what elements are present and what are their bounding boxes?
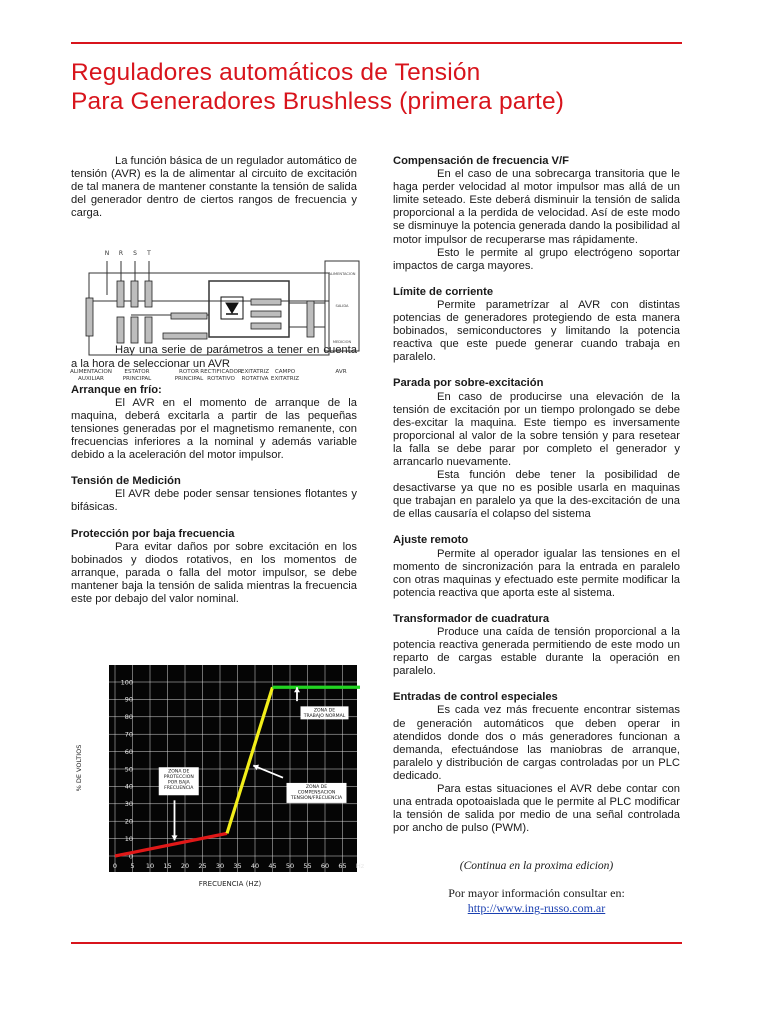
diagram-label-3: RECTIFICADOR ROTATIVO <box>200 369 242 382</box>
diagram-label-0: ALIMENTACION AUXILIAR <box>70 369 112 382</box>
y-tick-label: 0 <box>128 852 133 861</box>
x-tick-label: 65 <box>338 862 347 870</box>
right-column <box>393 155 680 835</box>
parada-text-2: Esta función debe tener la posibilidad de desactivarse ya que no es posible usarla en maquinas que trabajan en paralelo ya que la des-excitación de una de ellas causaría el colapso del sistema <box>393 469 680 521</box>
title-line-2: Para Generadores Brushless (primera parte) <box>71 88 565 115</box>
medicion-text: El AVR debe poder sensar tensiones flotantes y bifásicas. <box>71 488 357 514</box>
y-tick-label: 60 <box>124 747 133 756</box>
baja-frecuencia-text: Para evitar daños por sobre excitación en los bobinados y diodos rotativos, en los momentos de arranque, parada o falla del motor impulsor, se debe mantener baja la tensión de salida mientras la frecuencia este por debajo del valor nominal. <box>71 540 357 605</box>
title-line-1: Reguladores automáticos de Tensión <box>71 59 481 86</box>
volts-frequency-chart <box>71 662 365 894</box>
ajuste-text: Permite al operador igualar las tensiones en el momento de sincronización para la entrada en paralelo con otras maquinas y efectuado este permite modificar la potencia reactiva que aporta este al sistema. <box>393 547 680 599</box>
phase-n-label: N <box>104 250 110 257</box>
transformador-heading: Transformador de cuadratura <box>393 612 550 625</box>
x-tick-label: 10 <box>145 862 155 870</box>
diagram-label-4: EXITATRIZ ROTATIVA <box>240 369 270 382</box>
x-axis-label: FRECUENCIA (HZ) <box>198 880 262 888</box>
avr-box-medicion: MEDICION <box>332 340 352 344</box>
x-tick-label: 25 <box>198 862 207 870</box>
entradas-text-2: Para estas situaciones el AVR debe contar con una entrada opotoaislada que le permite al PLC modificar la tensión de salida por medio de una señal controlada por ancho de pulso (PWM). <box>393 783 680 835</box>
arranque-text: El AVR en el momento de arranque de la maquina, deberá excitarla a partir de las pequeñas tensiones generadas por el magnetismo remanente, con frecuencias inferiores a la nominal y además variable debido a la aceleración del motor impulsor. <box>71 396 357 462</box>
svg-text:ZONA DEPROTECCIONPOR BAJAFRECU: ZONA DE PROTECCION POR BAJA FRECUENCIA <box>163 769 194 791</box>
phase-r-label: R <box>118 250 124 257</box>
x-tick-label: Hz <box>355 862 365 870</box>
compensacion-text-1: En el caso de una sobrecarga transitoria que le haga perder velocidad al motor impulsor mas allá de un limite seteado. Este deberá disminuir la tensión de salida proporcional a la perdida de velocidad. Así de este modo se disminuye la potencia generada dando la posibilidad al motor impulsor de recuperarse mas rápidamente. <box>393 168 680 246</box>
bottom-rule <box>71 942 682 944</box>
avr-wiring-diagram <box>71 243 361 388</box>
page-title <box>71 58 711 116</box>
chart-plot-area <box>109 665 357 872</box>
limite-heading: Límite de corriente <box>393 285 494 298</box>
parada-text-1: En caso de producirse una elevación de la tensión de excitación por un tiempo prolongado se debe des-excitar la maquina. Este tiempo es inversamente proporcional al valor de la sobre tensión y para resetear la falla se debe parar por completo el generador y arrancarlo nuevamente. <box>393 390 680 468</box>
x-tick-label: 35 <box>233 862 242 870</box>
avr-box-salida: SALIDA <box>335 304 349 308</box>
y-tick-label: 10 <box>124 834 133 843</box>
x-tick-label: 60 <box>320 862 330 870</box>
medicion-heading: Tensión de Medición <box>71 475 181 488</box>
diagram-label-2: ROTOR PRINCIPAL <box>174 369 204 382</box>
y-tick-label: 30 <box>124 800 133 809</box>
y-tick-label: 70 <box>124 730 133 739</box>
diagram-label-6: AVR <box>335 369 347 375</box>
mas-info-text: Por mayor información consultar en: <box>448 886 625 900</box>
diagram-label-1: ESTATOR PRINCIPAL <box>122 369 152 382</box>
y-tick-label: 80 <box>124 713 133 722</box>
x-tick-label: 55 <box>303 862 312 870</box>
y-tick-label: 40 <box>124 782 133 791</box>
x-tick-label: 50 <box>285 862 295 870</box>
entradas-heading: Entradas de control especiales <box>393 691 558 704</box>
y-tick-label: 90 <box>124 695 133 704</box>
compensacion-heading: Compensación de frecuencia V/F <box>393 155 569 167</box>
intro-paragraph: La función básica de un regulador automático de tensión (AVR) es la de alimentar al circuito de excitación de tal manera de mantener constante la tensión de salida del generador dentro de ciertos rangos de frecuencia y carga. <box>71 155 357 220</box>
x-tick-label: 0 <box>112 862 118 870</box>
y-tick-label: 100 <box>120 678 133 687</box>
continua-note: (Continua en la proxima edicion) <box>459 860 614 872</box>
parada-heading: Parada por sobre-excitación <box>393 377 544 390</box>
diagram-label-5: CAMPO EXITATRIZ <box>270 369 300 382</box>
baja-frecuencia-heading: Protección por baja frecuencia <box>71 527 235 540</box>
svg-text:ZONA DECOMPENSACIONTENSION/FRE: ZONA DE COMPENSACION TENSION/FRECUENCIA <box>290 784 343 801</box>
ajuste-heading: Ajuste remoto <box>393 534 469 547</box>
limite-text: Permite parametrízar al AVR con distintas potencias de generadores protegiendo de esta manera bobinados, semiconductores y limitando la potencia reactiva que este puede generar cuando trabaja en paralelo. <box>393 298 680 364</box>
phase-s-label: S <box>133 250 137 257</box>
params-paragraph: Hay una serie de parámetros a tener en cuenta a la hora de seleccionar un AVR <box>71 344 357 370</box>
x-tick-label: 45 <box>268 862 277 870</box>
phase-t-label: T <box>147 250 151 257</box>
transformador-text: Produce una caída de tensión proporcional a la potencia reactiva generada permitiendo de este modo un reparto de cargas estable durante la operación en paralelo. <box>393 626 680 678</box>
x-tick-label: 30 <box>215 862 225 870</box>
entradas-text-1: Es cada vez más frecuente encontrar sistemas de generación automáticos que deben operar in atendidos donde dos o más generadores funcionan a demanda, efectuándose las maniobras de arranque, paralelo y distribución de cargas controladas por un PLC dedicado. <box>393 704 680 782</box>
y-tick-label: 50 <box>124 765 133 774</box>
y-axis-label: % DE VOLTIOS <box>75 744 83 792</box>
top-rule <box>71 42 682 44</box>
x-tick-label: 5 <box>130 862 135 870</box>
x-tick-label: 20 <box>180 862 190 870</box>
x-tick-label: 40 <box>250 862 260 870</box>
website-link[interactable]: http://www.ing-russo.com.ar <box>467 901 606 915</box>
y-tick-label: 20 <box>124 817 133 826</box>
arranque-heading: Arranque en frío: <box>71 383 162 396</box>
x-tick-label: 15 <box>163 862 172 870</box>
compensacion-text-2: Esto le permite al grupo electrógeno soportar impactos de carga mayores. <box>393 246 680 272</box>
mas-info <box>393 886 680 916</box>
avr-box-alimentacion: ALIMENTACION <box>328 272 356 276</box>
svg-text:ZONA DETRABAJO NORMAL: ZONA DE TRABAJO NORMAL <box>303 708 346 719</box>
